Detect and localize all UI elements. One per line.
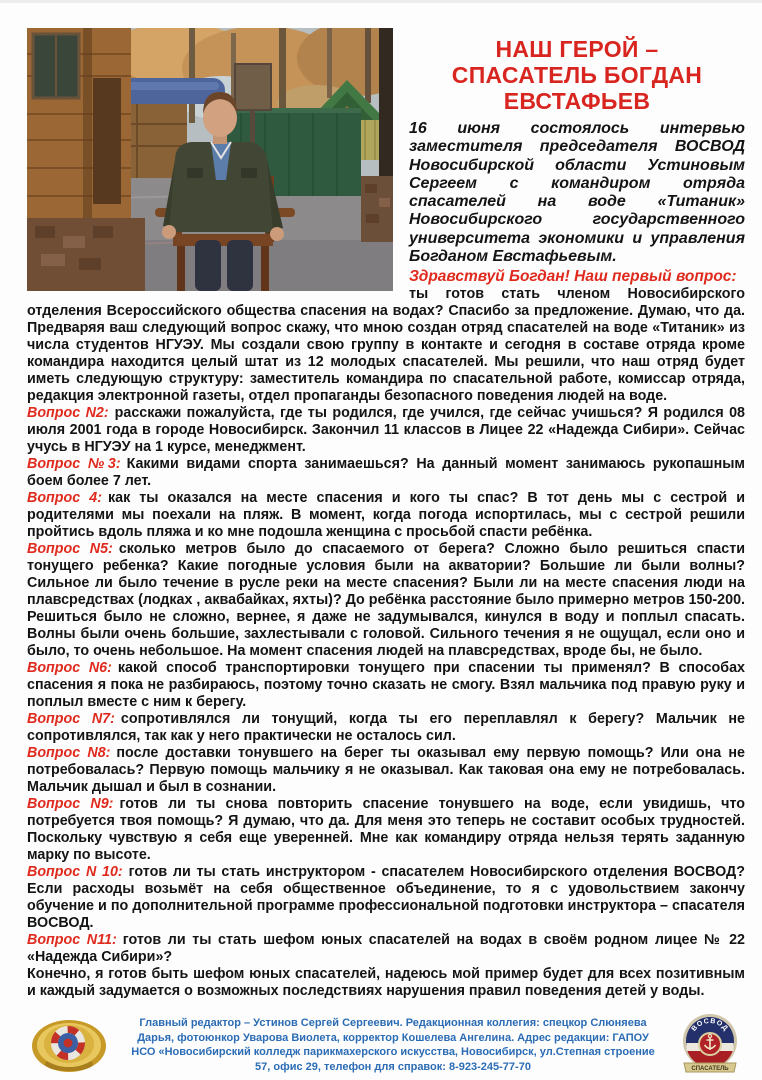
question-text: какой способ транспортировки тонущего при спасении ты применял? В способах спасения я пока не разбираюсь, поэтому точно сказать не смогу. Взял мальчика под правую руку и поплыл вместе с ним к берегу.: [27, 660, 745, 711]
question-paragraph-8: [27, 745, 745, 796]
question-text: готов ли ты стать инструктором - спасателем Новосибирского отделения ВОСВОД? Если расходы возьмёт на себя общественное объединение, то я с удовольствием закончу обучение и по дополнительной программе профессиональной подготовки инструктора – спасателя ВОСВОД.: [27, 864, 745, 932]
question-paragraph-4: [27, 490, 745, 541]
article-title-line3: ЕВСТАФЬЕВ: [503, 88, 651, 114]
question-paragraph-9: [27, 796, 745, 864]
question-label: Вопрос N9:: [27, 796, 114, 813]
question-label: Вопрос N11:: [27, 932, 117, 949]
question-text: как ты оказался на месте спасения и кого ты спас? В тот день мы с сестрой и родителями мы поехали на пляж. В момент, когда погода испортилась, мы с сестрой решили пройтись вдоль пляжа и ко мне подошла женщина с просьбой спасти ребёнка.: [27, 490, 745, 541]
question-label: Вопрос N5:: [27, 541, 113, 558]
question-label: Вопрос 4:: [27, 490, 102, 507]
badge-top-text: ВОСВОД: [690, 1017, 730, 1033]
vosvod-rescuer-badge-icon: [675, 1014, 745, 1076]
question-text: Какими видами спорта занимаешься? На данный момент занимаюсь рукопашным боем более 7 лет.: [27, 456, 745, 490]
question-paragraph-10: [27, 864, 745, 932]
footer: [27, 1014, 745, 1076]
article-title-line1: НАШ ГЕРОЙ –: [495, 36, 659, 62]
first-answer-paragraph: ты готов стать членом Новосибирского отделения Всероссийского общества спасения на водах? Спасибо за предложение. Думаю, что да. Предваряя ваш следующий вопрос скажу, что мною создан отряд спасателей на воде «Титаник» из числа студентов НГУЭУ. Мы создали свою группу в контакте и сегодня в составе отряда кроме командира находится целый штат из 12 молодых спасателей. Мы решили, что наш отряд будет иметь следующую структуру: заместитель командира по спасательной работе, комиссар отряда, редакция электронной газеты, отдел пропаганды безопасного поведения людей на воде.: [27, 286, 745, 405]
question-text: готов ли ты снова повторить спасение тонувшего на воде, если увидишь, что потребуется твоя помощь? Я думаю, что да. Для меня это теперь не составит особых трудностей. Поскольку чувствую я себя еще уверенней. Мне как командиру отряда нельзя терять заданную марку по высоте.: [27, 796, 746, 864]
hero-photo: [27, 28, 393, 291]
question-paragraph-6: [27, 660, 745, 711]
hero-photo-illustration: [27, 28, 393, 291]
question-paragraph-3: [27, 456, 745, 490]
question-label: Вопрос N 10:: [27, 864, 123, 881]
article-title-line2: СПАСАТЕЛЬ БОГДАН: [451, 62, 703, 88]
question-text: сопротивлялся ли тонущий, когда ты его переплавлял к берегу? Мальчик не сопротивлялся, так как у него практически не осталось сил.: [27, 711, 746, 745]
greeting-line: Здравствуй Богдан! Наш первый вопрос:: [409, 268, 737, 286]
intro-paragraph: 16 июня состоялось интервью заместителя председателя ВОСВОД Новосибирской области Устиновым Сергеем с командиром отряда спасателей на воде «Титаник» Новосибирского государственного университета экономики и управления Богданом Евстафьевым.: [409, 120, 745, 266]
badge-banner-text: СПАСАТЕЛЬ: [691, 1066, 729, 1072]
question-label: Вопрос N6:: [27, 660, 112, 677]
question-label: Вопрос №3:: [27, 456, 121, 473]
question-text: расскажи пожалуйста, где ты родился, где учился, где сейчас учишься? Я родился 08 июля 2001 года в городе Новосибирск. Закончил 11 классов в Лицее 22 «Надежда Сибири». Сейчас учусь в НГУЭУ на 1 курсе, менеджмент.: [27, 405, 746, 456]
question-text: после доставки тонувшего на берег ты оказывал ему первую помощь? Или она не потребовалась? Первую помощь мальчику я не оказывал. Как таковая она ему не потребовалась. Мальчик дышал и был в сознании.: [27, 745, 745, 796]
question-text: сколько метров было до спасаемого от берега? Сложно было решиться спасти тонущего ребенка? Какие погодные условия были на акватории? Большие ли были волны? Сильное ли было течение в русле реки на месте спасения? Были ли на месте спасения люди на плавсредствах (лодках , аквабайках, яхты)? До ребёнка расстояние было примерно метров 150-200. Решиться было не сложно, вернее, я даже не задумывался, кинулся в воду и поплыл спасать. Волны были очень большие, захлестывали с головой. Сильного течения я не ощущал, если оно и было, то очень небольшое. На момент спасения людей на плавсредствах, вроде бы, не было.: [27, 541, 745, 660]
question-paragraph-11: [27, 932, 745, 966]
question-paragraph-5: [27, 541, 745, 660]
question-text: готов ли ты стать шефом юных спасателей на водах в своём родном лицее № 22 «Надежда Сибири»?: [27, 932, 745, 966]
newsletter-page: [0, 3, 762, 1073]
footer-credits: Главный редактор – Устинов Сергей Сергеевич. Редакционная коллегия: спецкор Слюняева Дарья, фотоюнкор Уварова Виолета, корректор Кошелева Ангелина. Адрес редакции: ГАПОУ НСО «Новосибирский колледж парикмахерского искусства, Новосибирск, ул.Степная строение 57, офис 29, телефон для справок: 8-923-245-77-70: [131, 1017, 655, 1073]
vosvod-medal-icon: [27, 1016, 111, 1074]
closing-paragraph: Конечно, я готов быть шефом юных спасателей, надеюсь мой пример будет для всех позитивным и каждый задумается о возможных последствиях нарушения правил поведения детей у воды.: [27, 966, 745, 1000]
question-label: Вопрос N8:: [27, 745, 111, 762]
question-paragraph-2: [27, 405, 745, 456]
question-paragraph-7: [27, 711, 745, 745]
question-label: Вопрос N7:: [27, 711, 115, 728]
question-label: Вопрос N2:: [27, 405, 109, 422]
